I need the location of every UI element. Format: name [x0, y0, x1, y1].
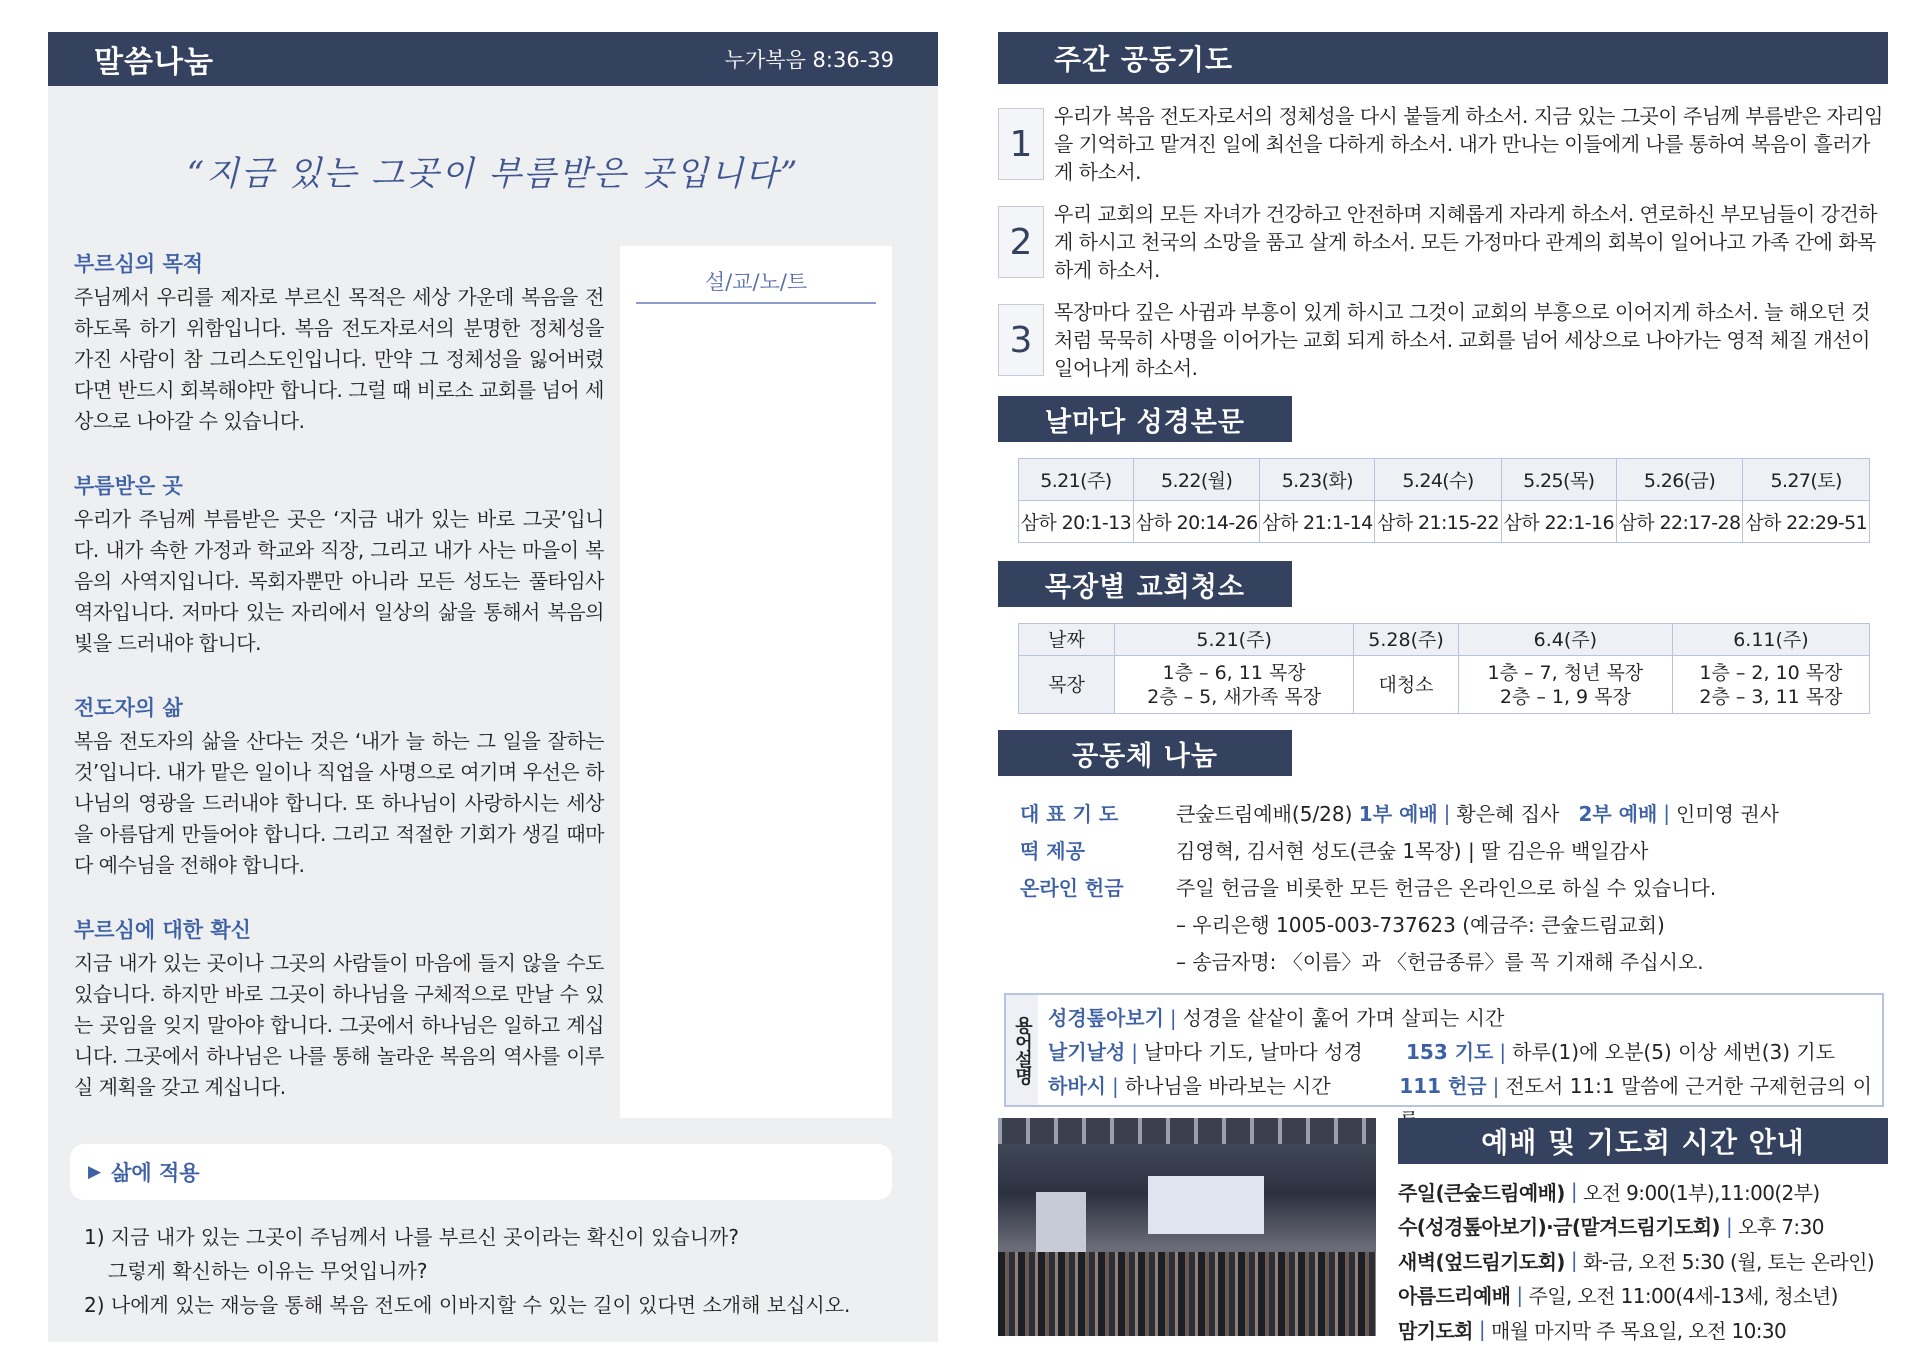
service-name: 맘기도회 [1398, 1318, 1473, 1343]
glossary-body [1038, 995, 1882, 1105]
glossary-line: 성경톺아보기 | 성경을 샅샅이 훑어 가며 살피는 시간 [1048, 1006, 1505, 1030]
share-value: 황은혜 집사 [1456, 802, 1560, 826]
glossary-line: 하바시 | 하나님을 바라보는 시간 111 헌금 | 전도서 11:1 말씀에 근거한 구제헌금의 이 [1048, 1069, 1882, 1137]
cleaning-date: 6.4(주) [1458, 624, 1672, 656]
share-key: 떡 제공 [1020, 839, 1085, 863]
church-cleaning-header: 목장별 교회청소 [998, 561, 1292, 607]
sermon-header [48, 32, 938, 86]
service-time: 화-금, 오전 5:30 (월, 토는 온라인) [1582, 1249, 1875, 1274]
table-row [1019, 656, 1870, 714]
bible-date: 5.22(월) [1133, 459, 1260, 501]
table-row [1019, 459, 1870, 501]
list-item: 수(성경톺아보기)·금(맡겨드림기도회) | 오후 7:30 [1398, 1209, 1888, 1244]
bible-date: 5.21(주) [1019, 459, 1134, 501]
sermon-sections [74, 248, 604, 1136]
section-calling-assurance [74, 914, 604, 1103]
cleaning-line: 1층 – 6, 11 목장 [1162, 661, 1306, 684]
section-body: 복음 전도자의 삶을 산다는 것은 ‘내가 늘 하는 그 일을 잘하는 것’입니다. 내가 맡은 일이나 직업을 사명으로 여기며 우선은 하나님의 영광을 드러내야 합니다. 또 하나님이 사랑하시는 세상을 아름답게 만들어야 합니다. 그리고 적절한 기회가 생길 때마다 예수님을 전해야 합니다. [74, 729, 604, 877]
table-row [1019, 501, 1870, 543]
cleaning-assignment: 대청소 [1354, 656, 1459, 714]
worship-schedule-header: 예배 및 기도회 시간 안내 [1398, 1118, 1888, 1164]
prayer-number: 2 [998, 206, 1044, 278]
bible-passage: 삼하 22:1-16 [1501, 501, 1616, 543]
separator: | [1663, 800, 1671, 825]
application-questions [84, 1220, 850, 1322]
apply-title: 삶에 적용 [111, 1161, 200, 1185]
sermon-notes-box [620, 246, 892, 1118]
section-body: 우리가 주님께 부름받은 곳은 ‘지금 내가 있는 바로 그곳’입니다. 내가 속한 가정과 학교와 직장, 그리고 내가 사는 마을이 복음의 사역지입니다. 목회자뿐만 아니라 모든 성도는 풀타임사역자입니다. 저마다 있는 자리에서 일상의 삶을 통해서 복음의 빛을 드러내야 합니다. [74, 507, 604, 655]
share-row-bank [1020, 905, 1888, 942]
service-name: 수(성경톺아보기)·금(맡겨드림기도회) [1398, 1215, 1720, 1240]
term: 하바시 [1048, 1074, 1106, 1098]
bible-date: 5.25(목) [1501, 459, 1616, 501]
church-news-page [998, 32, 1888, 1342]
service-time: 매월 마지막 주 목요일, 오전 10:30 [1491, 1318, 1787, 1343]
service-name: 아름드리예배 [1398, 1284, 1511, 1309]
bible-passage: 삼하 21:1-14 [1260, 501, 1375, 543]
cleaning-line: 2층 – 3, 11 목장 [1699, 685, 1843, 708]
share-row-online-offering [1020, 868, 1888, 905]
cleaning-line: 2층 – 1, 9 목장 [1499, 685, 1631, 708]
table-row [1019, 624, 1870, 656]
prayer-item [998, 102, 1888, 186]
term-definition: 하나님을 바라보는 시간 [1124, 1074, 1331, 1098]
bible-passage: 삼하 20:1-13 [1019, 501, 1134, 543]
glossary-box [1004, 993, 1884, 1107]
share-row-sender [1020, 942, 1888, 979]
cleaning-date: 5.21(주) [1115, 624, 1354, 656]
share-value: 주일 헌금을 비롯한 모든 헌금은 온라인으로 하실 수 있습니다. [1176, 876, 1717, 900]
triangle-right-icon: ▶ [88, 1162, 102, 1182]
service-name: 새벽(엎드림기도회) [1398, 1249, 1565, 1274]
cleaning-group-label: 목장 [1019, 656, 1115, 714]
glossary-label: 용어설명 [1006, 995, 1038, 1105]
service-time: 오전 9:00(1부),11:00(2부) [1582, 1180, 1820, 1205]
term-definition: 하루(1)에 오분(5) 이상 세번(3) 기도 [1512, 1040, 1836, 1064]
list-item: 주일(큰숲드림예배) | 오전 9:00(1부),11:00(2부) [1398, 1174, 1888, 1209]
question-1: 1) 지금 내가 있는 그곳이 주님께서 나를 부르신 곳이라는 확신이 있습니까? [84, 1225, 739, 1249]
term: 111 헌금 [1399, 1074, 1487, 1098]
prayer-text: 목장마다 깊은 사귐과 부흥이 있게 하시고 그것이 교회의 부흥으로 이어지게 하소서. 늘 해오던 것처럼 묵묵히 사명을 이어가는 교회 되게 하소서. 교회를 넘어 세상으로 나아가는 영적 체질 개선이 일어나게 하소서. [1054, 300, 1870, 380]
section-heading: 부르심에 대한 확신 [74, 918, 251, 942]
church-cleaning-table [1018, 623, 1870, 714]
sermon-title: 말씀나눔 [94, 45, 214, 80]
prayer-number: 1 [998, 108, 1044, 180]
share-key: 온라인 헌금 [1020, 876, 1124, 900]
prayer-number: 3 [998, 304, 1044, 376]
question-1-continued: 그렇게 확신하는 이유는 무엇입니까? [108, 1259, 428, 1283]
community-sharing-header: 공동체 나눔 [998, 730, 1292, 776]
community-sharing [1020, 794, 1888, 979]
prayer-list [998, 102, 1888, 382]
congregation-photo [998, 1118, 1376, 1336]
bible-passage: 삼하 20:14-26 [1133, 501, 1260, 543]
section-heading: 전도자의 삶 [74, 696, 183, 720]
service-time: 오후 7:30 [1738, 1215, 1824, 1240]
prayer-item [998, 200, 1888, 284]
sermon-sharing-page [48, 32, 938, 1342]
daily-bible-table [1018, 458, 1870, 543]
share-value: 큰숲드림예배(5/28) [1176, 802, 1353, 826]
bible-passage: 삼하 22:29-51 [1743, 501, 1870, 543]
section-body: 주님께서 우리를 제자로 부르신 목적은 세상 가운데 복음을 전하도록 하기 위함입니다. 복음 전도자로서의 분명한 정체성을 가진 사람이 참 그리스도인입니다. 만약 그 정체성을 잃어버렸다면 반드시 회복해야만 합니다. 그럴 때 비로소 교회를 넘어 세상으로 나아갈 수 있습니다. [74, 285, 604, 433]
cleaning-line: 1층 – 2, 10 목장 [1699, 661, 1843, 684]
prayer-text: 우리 교회의 모든 자녀가 건강하고 안전하며 지혜롭게 자라게 하소서. 연로하신 부모님들이 강건하게 하시고 천국의 소망을 품고 살게 하소서. 모든 가정마다 관계의 회복이 일어나고 가족 간에 화목하게 하소서. [1054, 202, 1878, 282]
section-called-place [74, 470, 604, 659]
share-value: 김영혁, 김서현 성도(큰숲 1목장) | 딸 김은유 백일감사 [1176, 839, 1649, 863]
term-definition: 날마다 기도, 날마다 성경 [1144, 1040, 1363, 1064]
question-2: 2) 나에게 있는 재능을 통해 복음 전도에 이바지할 수 있는 길이 있다면 소개해 보십시오. [84, 1293, 851, 1317]
bank-account: – 우리은행 1005-003-737623 (예금주: 큰숲드림교회) [1176, 913, 1665, 937]
bible-passage: 삼하 21:15-22 [1375, 501, 1502, 543]
section-heading: 부름받은 곳 [74, 474, 183, 498]
service-label: 1부 예배 [1358, 802, 1438, 826]
section-purpose [74, 248, 604, 437]
section-heading: 부르심의 목적 [74, 252, 204, 276]
share-row-prayer [1020, 794, 1888, 831]
cleaning-line: 1층 – 7, 청년 목장 [1487, 661, 1644, 684]
list-item: 맘기도회 | 매월 마지막 주 목요일, 오전 10:30 [1398, 1312, 1888, 1347]
bible-date: 5.26(금) [1616, 459, 1743, 501]
service-time: 주일, 오전 11:00(4세-13세, 청소년) [1528, 1284, 1838, 1309]
prayer-text: 우리가 복음 전도자로서의 정체성을 다시 붙들게 하소서. 지금 있는 그곳이 주님께 부름받은 자리임을 기억하고 맡겨진 일에 최선을 다하게 하소서. 내가 만나는 이들에게 나를 통하여 복음이 흘러가게 하소서. [1054, 104, 1883, 184]
apply-to-life-bar [70, 1144, 892, 1200]
bible-passage: 삼하 22:17-28 [1616, 501, 1743, 543]
worship-schedule [1398, 1118, 1888, 1347]
cleaning-assignment [1672, 656, 1869, 714]
share-row-rice-cake [1020, 831, 1888, 868]
worship-list [1398, 1174, 1888, 1347]
cleaning-date-label: 날짜 [1019, 624, 1115, 656]
scripture-reference: 누가복음 8:36-39 [724, 48, 894, 72]
bible-date: 5.27(토) [1743, 459, 1870, 501]
sermon-notes-title: 설/교/노/트 [636, 266, 876, 304]
cleaning-date: 5.28(주) [1354, 624, 1459, 656]
sender-note: – 송금자명: 〈이름〉과 〈헌금종류〉를 꼭 기재해 주십시오. [1176, 950, 1704, 974]
section-evangelist-life [74, 692, 604, 881]
term: 성경톺아보기 [1048, 1006, 1164, 1030]
bible-date: 5.24(수) [1375, 459, 1502, 501]
term-definition: 전도서 11:1 말씀에 근거한 구제헌금의 이 [1505, 1074, 1872, 1098]
prayer-item [998, 298, 1888, 382]
weekly-prayer-header: 주간 공동기도 [998, 32, 1888, 84]
section-body: 지금 내가 있는 곳이나 그곳의 사람들이 마음에 들지 않을 수도 있습니다. 하지만 바로 그곳이 하나님을 구체적으로 만날 수 있는 곳임을 잊지 말아야 합니다. 그곳에서 하나님은 일하고 계십니다. 그곳에서 하나님은 나를 통해 놀라운 복음의 역사를 이루실 계획을 갖고 계십니다. [74, 951, 604, 1099]
separator: | [1443, 800, 1451, 825]
list-item: 아름드리예배 | 주일, 오전 11:00(4세-13세, 청소년) [1398, 1278, 1888, 1313]
daily-bible-header: 날마다 성경본문 [998, 396, 1292, 442]
term: 날기날성 [1048, 1040, 1126, 1064]
cleaning-assignment [1458, 656, 1672, 714]
glossary-line: 날기날성 | 날마다 기도, 날마다 성경 153 기도 | 하루(1)에 오분(5) 이상 세번(3) 기도 [1048, 1040, 1836, 1064]
sermon-quote: “지금 있는 그곳이 부름받은 곳입니다” [186, 154, 800, 194]
term-definition: 성경을 샅샅이 훑어 가며 살피는 시간 [1182, 1006, 1505, 1030]
list-item: 새벽(엎드림기도회) | 화-금, 오전 5:30 (월, 토는 온라인) [1398, 1243, 1888, 1278]
share-value: 인미영 권사 [1676, 802, 1779, 826]
cleaning-date: 6.11(주) [1672, 624, 1869, 656]
cleaning-line: 2층 – 5, 새가족 목장 [1147, 685, 1322, 708]
cleaning-assignment [1115, 656, 1354, 714]
service-label: 2부 예배 [1578, 802, 1658, 826]
bible-date: 5.23(화) [1260, 459, 1375, 501]
term: 153 기도 [1406, 1040, 1494, 1064]
share-key: 대 표 기 도 [1020, 802, 1119, 826]
service-name: 주일(큰숲드림예배) [1398, 1180, 1565, 1205]
